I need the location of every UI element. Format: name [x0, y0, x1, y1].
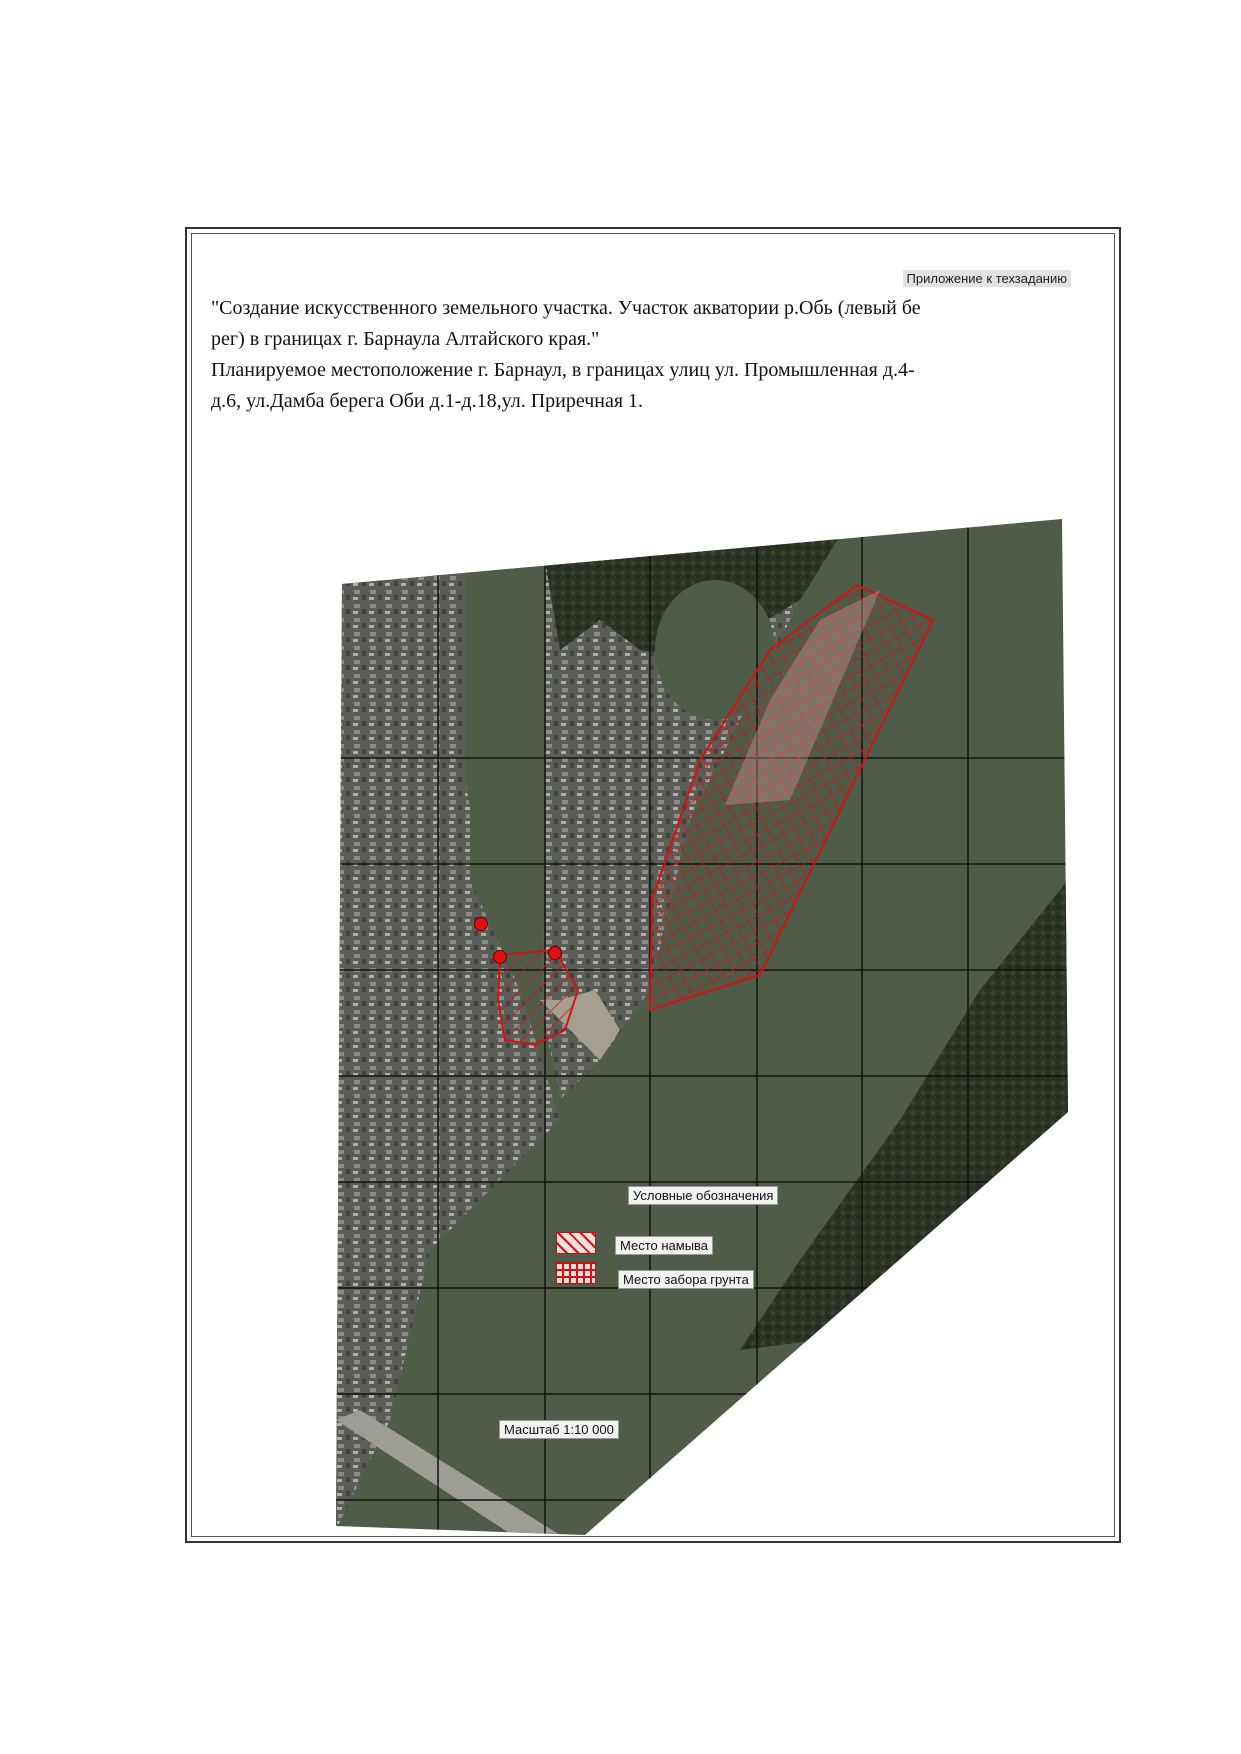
legend-label-soil-extraction: Место забора грунта [618, 1270, 754, 1289]
control-point-marker [494, 951, 507, 964]
control-point-marker [475, 918, 488, 931]
map-imagery [330, 510, 1075, 1540]
appendix-label: Приложение к техзаданию [903, 270, 1071, 287]
map-scale: Масштаб 1:10 000 [499, 1420, 619, 1439]
control-point-marker [549, 947, 562, 960]
heading-line-4: д.6, ул.Дамба берега Оби д.1-д.18,ул. Приречная 1. [211, 390, 644, 412]
heading-line-2: рег) в границах г. Барнаула Алтайского края." [211, 328, 600, 350]
legend-swatch-soil-extraction [556, 1262, 596, 1284]
legend-title: Условные обозначения [628, 1186, 778, 1205]
legend-swatch-reclamation [556, 1232, 596, 1254]
legend-label-reclamation: Место намыва [615, 1236, 713, 1255]
heading-line-1: "Создание искусственного земельного участка. Участок акватории р.Обь (левый бе [211, 297, 921, 319]
heading-line-3: Планируемое местоположение г. Барнаул, в границах улиц ул. Промышленная д.4- [211, 359, 915, 381]
